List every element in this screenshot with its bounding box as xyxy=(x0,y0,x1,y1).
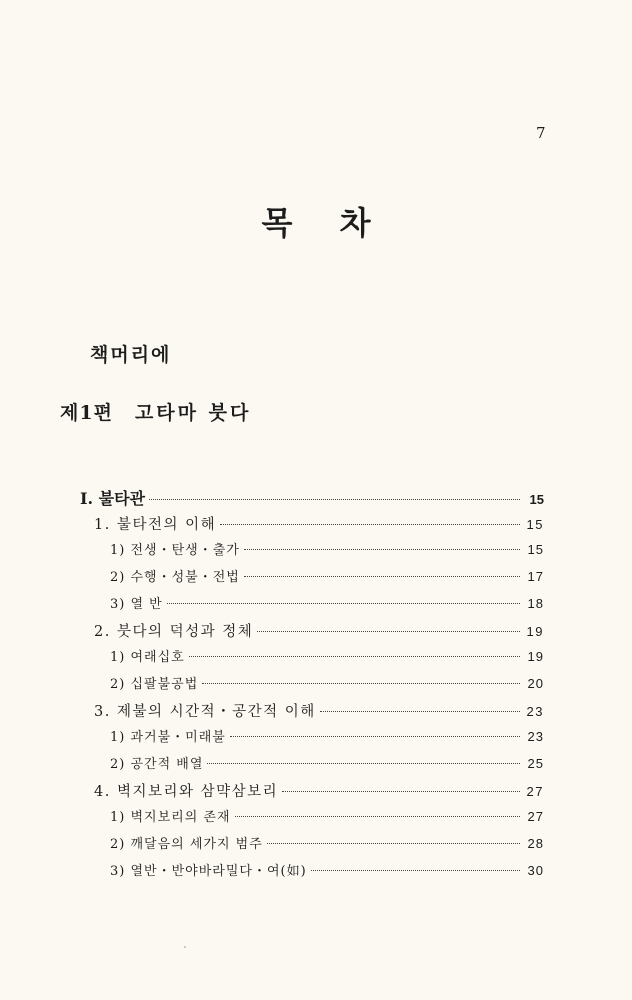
paper-speck xyxy=(184,946,186,948)
toc-entry-label: I. 불타관 xyxy=(80,489,145,508)
toc-entry-label: 2) 십팔불공법 xyxy=(110,676,199,692)
part-heading xyxy=(60,398,251,425)
dot-leader xyxy=(230,736,520,737)
toc-entry-preface: 책머리에 xyxy=(90,344,172,366)
toc-entry-page: 23 xyxy=(526,703,544,719)
toc-entry-label: 3) 열반・반야바라밀다・여(如) xyxy=(110,863,307,879)
toc-entry-label: 2) 깨달음의 세가지 범주 xyxy=(110,837,263,853)
toc-entry-level-2 xyxy=(94,620,544,641)
toc-entry-level-3 xyxy=(110,593,544,612)
dot-leader xyxy=(244,576,520,577)
dot-leader xyxy=(282,791,520,792)
toc-entry-level-3 xyxy=(110,646,544,665)
toc-entry-page: 27 xyxy=(526,783,544,799)
dot-leader xyxy=(311,870,520,871)
toc-entry-page: 17 xyxy=(527,569,544,585)
toc-entry-label: 1) 벽지보리의 존재 xyxy=(110,810,231,826)
dot-leader xyxy=(207,763,520,764)
dot-leader xyxy=(244,549,520,550)
toc-entry-page: 30 xyxy=(527,862,544,878)
dot-leader xyxy=(167,603,520,604)
toc-title: 목 차 xyxy=(261,204,389,242)
toc-entry-level-3 xyxy=(110,673,544,692)
dot-leader xyxy=(189,656,520,657)
toc-entry-page: 25 xyxy=(527,756,544,771)
dot-leader xyxy=(320,711,520,712)
toc-entry-level-3 xyxy=(110,753,544,772)
toc-entry-page: 19 xyxy=(527,649,544,665)
page-number: 7 xyxy=(536,124,546,142)
toc-entry-page: 19 xyxy=(526,623,544,639)
dot-leader xyxy=(149,499,520,500)
dot-leader xyxy=(202,683,520,684)
toc-entry-level-3 xyxy=(110,860,544,879)
toc-entry-level-1 xyxy=(80,486,544,509)
toc-entry-level-2 xyxy=(94,513,544,534)
toc-entry-level-3 xyxy=(110,566,544,585)
toc-entry-level-2 xyxy=(94,700,544,721)
toc-entry-page: 15 xyxy=(526,516,544,532)
toc-entry-label: 2) 수행・성불・전법 xyxy=(110,570,240,586)
toc-entry-page: 28 xyxy=(527,836,544,852)
toc-entry-page: 23 xyxy=(527,729,544,745)
toc-entry-level-2 xyxy=(94,780,544,801)
toc-entry-label: 1) 과거불・미래불 xyxy=(110,730,226,746)
toc-entry-level-3 xyxy=(110,806,544,825)
toc-entry-label: 3. 제불의 시간적・공간적 이해 xyxy=(94,703,316,720)
toc-entry-level-3 xyxy=(110,833,544,852)
toc-entry-page: 27 xyxy=(527,809,544,825)
toc-entry-label: 2. 붓다의 덕성과 정체 xyxy=(94,623,254,640)
toc-entry-page: 15 xyxy=(529,492,544,507)
dot-leader xyxy=(220,524,520,525)
toc-entry-label: 2) 공간적 배열 xyxy=(110,757,204,772)
toc-entry-page: 18 xyxy=(527,595,544,611)
toc-entry-level-3 xyxy=(110,539,544,558)
toc-entry-level-3 xyxy=(110,726,544,745)
part-label: 제1편 xyxy=(60,402,113,424)
dot-leader xyxy=(235,816,520,817)
toc-entry-page: 20 xyxy=(527,675,544,691)
toc-entry-label: 3) 열 반 xyxy=(110,596,163,612)
toc-entry-label: 1) 여래십호 xyxy=(110,650,185,666)
part-name: 고타마 붓다 xyxy=(134,402,252,424)
toc-entry-label: 1. 불타전의 이해 xyxy=(94,516,217,533)
toc-entry-label: 4. 벽지보리와 삼먁삼보리 xyxy=(94,783,279,800)
toc-entry-page: 15 xyxy=(527,542,544,558)
dot-leader xyxy=(257,631,520,632)
dot-leader xyxy=(267,843,520,844)
toc-entry-label: 1) 전생・탄생・출가 xyxy=(110,543,240,559)
